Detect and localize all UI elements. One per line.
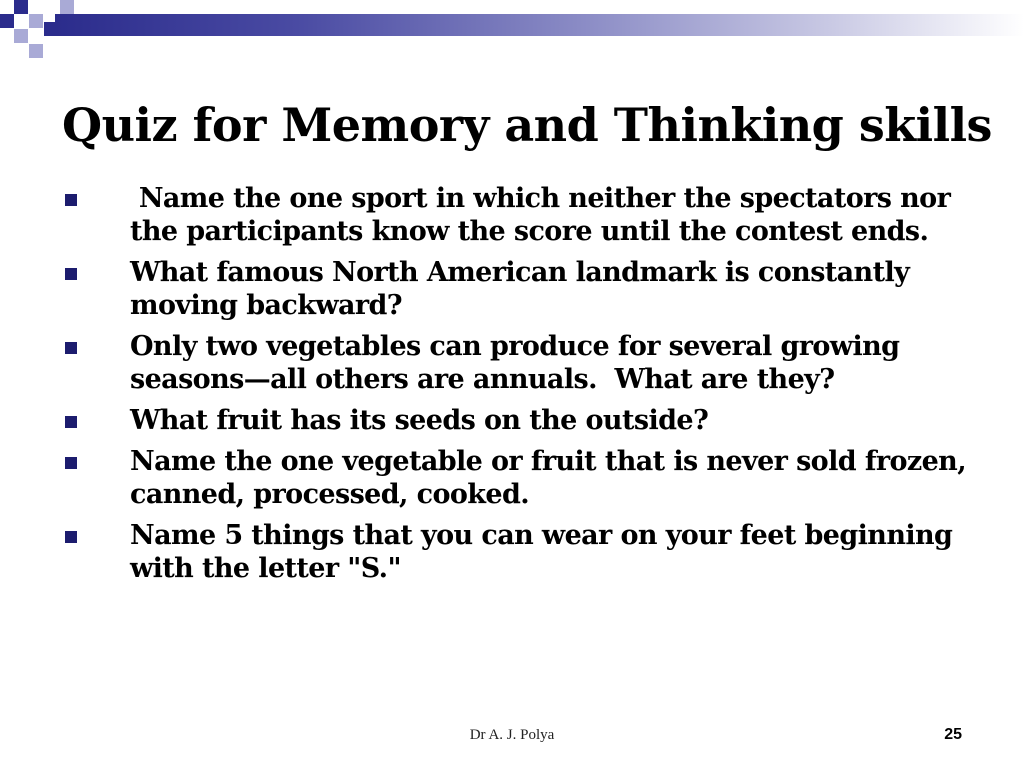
decorative-square [44,22,58,36]
bullet-item [0,445,1024,511]
bullet-list [0,182,1024,593]
decorative-square [60,0,74,14]
slide-title: Quiz for Memory and Thinking skills [62,98,992,152]
decorative-square [14,29,28,43]
bullet-text: Name the one sport in which neither the spectators nor the participants know the score until the contest ends. [130,183,960,247]
bullet-text: Only two vegetables can produce for several growing seasons—all others are annuals. What are they? [130,331,909,395]
header-gradient-bar [55,14,1024,36]
decorative-square [0,14,14,28]
bullet-item [0,519,1024,585]
bullet-text: Name 5 things that you can wear on your feet beginning with the letter "S." [130,520,962,584]
bullet-item [0,404,1024,437]
decorative-square [14,0,28,14]
footer-author: Dr A. J. Polya [469,727,555,743]
decorative-square [29,14,43,28]
square-bullet-icon [65,457,77,469]
decorative-square [29,44,43,58]
square-bullet-icon [65,531,77,543]
page-number: 25 [944,726,962,743]
bullet-text: Name the one vegetable or fruit that is never sold frozen, canned, processed, cooked. [130,446,975,510]
bullet-text: What fruit has its seeds on the outside? [130,405,709,436]
bullet-item [0,330,1024,396]
square-bullet-icon [65,342,77,354]
square-bullet-icon [65,194,77,206]
square-bullet-icon [65,268,77,280]
bullet-item [0,256,1024,322]
bullet-item [0,182,1024,248]
square-bullet-icon [65,416,77,428]
bullet-text: What famous North American landmark is constantly moving backward? [130,257,919,321]
